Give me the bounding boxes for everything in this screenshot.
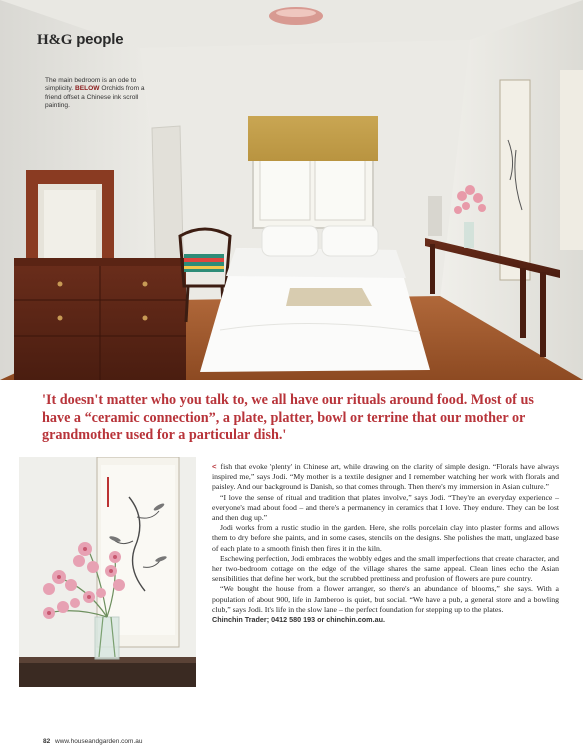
article-paragraph: “I love the sense of ritual and tradition that plates involve,” says Jodi. “They're an everyday experience – everyone's mad about food – and there's a permanency in ceramics that I love. They endure. They can be lost and then dug up.” <box>212 492 559 523</box>
article-paragraph: Eschewing perfection, Jodi embraces the wobbly edges and the small imperfections that create character, and her two-bedroom cottage on the edge of the village shares the same appeal. Clean lines echo the Asian sensibilities that define her work, but the scrubbed prettiness and profusion of flowers are pure country. <box>212 553 559 584</box>
article-paragraph: Jodi works from a rustic studio in the garden. Here, she rolls porcelain clay into plaster forms and allows them to dry before she paints, and in some cases, stencils on the designs. She polishes the matt, unglazed base of each plate to a smooth finish then fires it in the kiln. <box>212 523 559 553</box>
website-url: www.houseandgarden.com.au <box>55 738 143 745</box>
section-name: people <box>76 31 124 48</box>
page-number: 82 <box>43 738 51 745</box>
continued-arrow-icon: < <box>212 462 217 471</box>
orchids-photo <box>19 457 196 687</box>
orchids-illustration <box>19 457 196 687</box>
caption-keyword: BELOW <box>74 85 100 93</box>
article-body <box>212 462 559 625</box>
caption-text-second: Orchids from a friend offset a Chinese ink scroll painting. <box>45 85 145 110</box>
pull-quote: 'It doesn't matter who you talk to, we all have our rituals around food. Most of us have a “ceramic connection”, a plate, platter, bowl or terrine that our mother or grandmother used for a particular dish.' <box>42 392 534 443</box>
source-credit: Chinchin Trader; 0412 580 193 or chinchin.com.au. <box>212 615 385 625</box>
photo-caption <box>45 77 147 111</box>
brand-logo: H&G <box>37 32 73 48</box>
article-paragraph <box>212 462 559 493</box>
magazine-section-header <box>37 31 123 49</box>
page-footer <box>43 738 143 745</box>
caption-text-main: The main bedroom is an ode to simplicity. <box>45 77 137 93</box>
article-paragraph: “We bought the house from a flower arranger, so there's an abundance of blooms,” she says. With a population of about 900, life in Jamberoo is quiet, but social. “We have a pub, a general store and a bowling club,” says Jodi. It's life in the slow lane – the perfect foundation for stepping up to the plates. <box>212 584 559 614</box>
paragraph-text: fish that evoke 'plenty' in Chinese art, while drawing on the clarity of simple design. “Florals have always inspired me,” says Jodi. “My mother is a textile designer and I remember watching her work with florals and paisley. And our background is Danish, so that comes through. Then there's my immersion in Asian culture.” <box>212 462 559 492</box>
